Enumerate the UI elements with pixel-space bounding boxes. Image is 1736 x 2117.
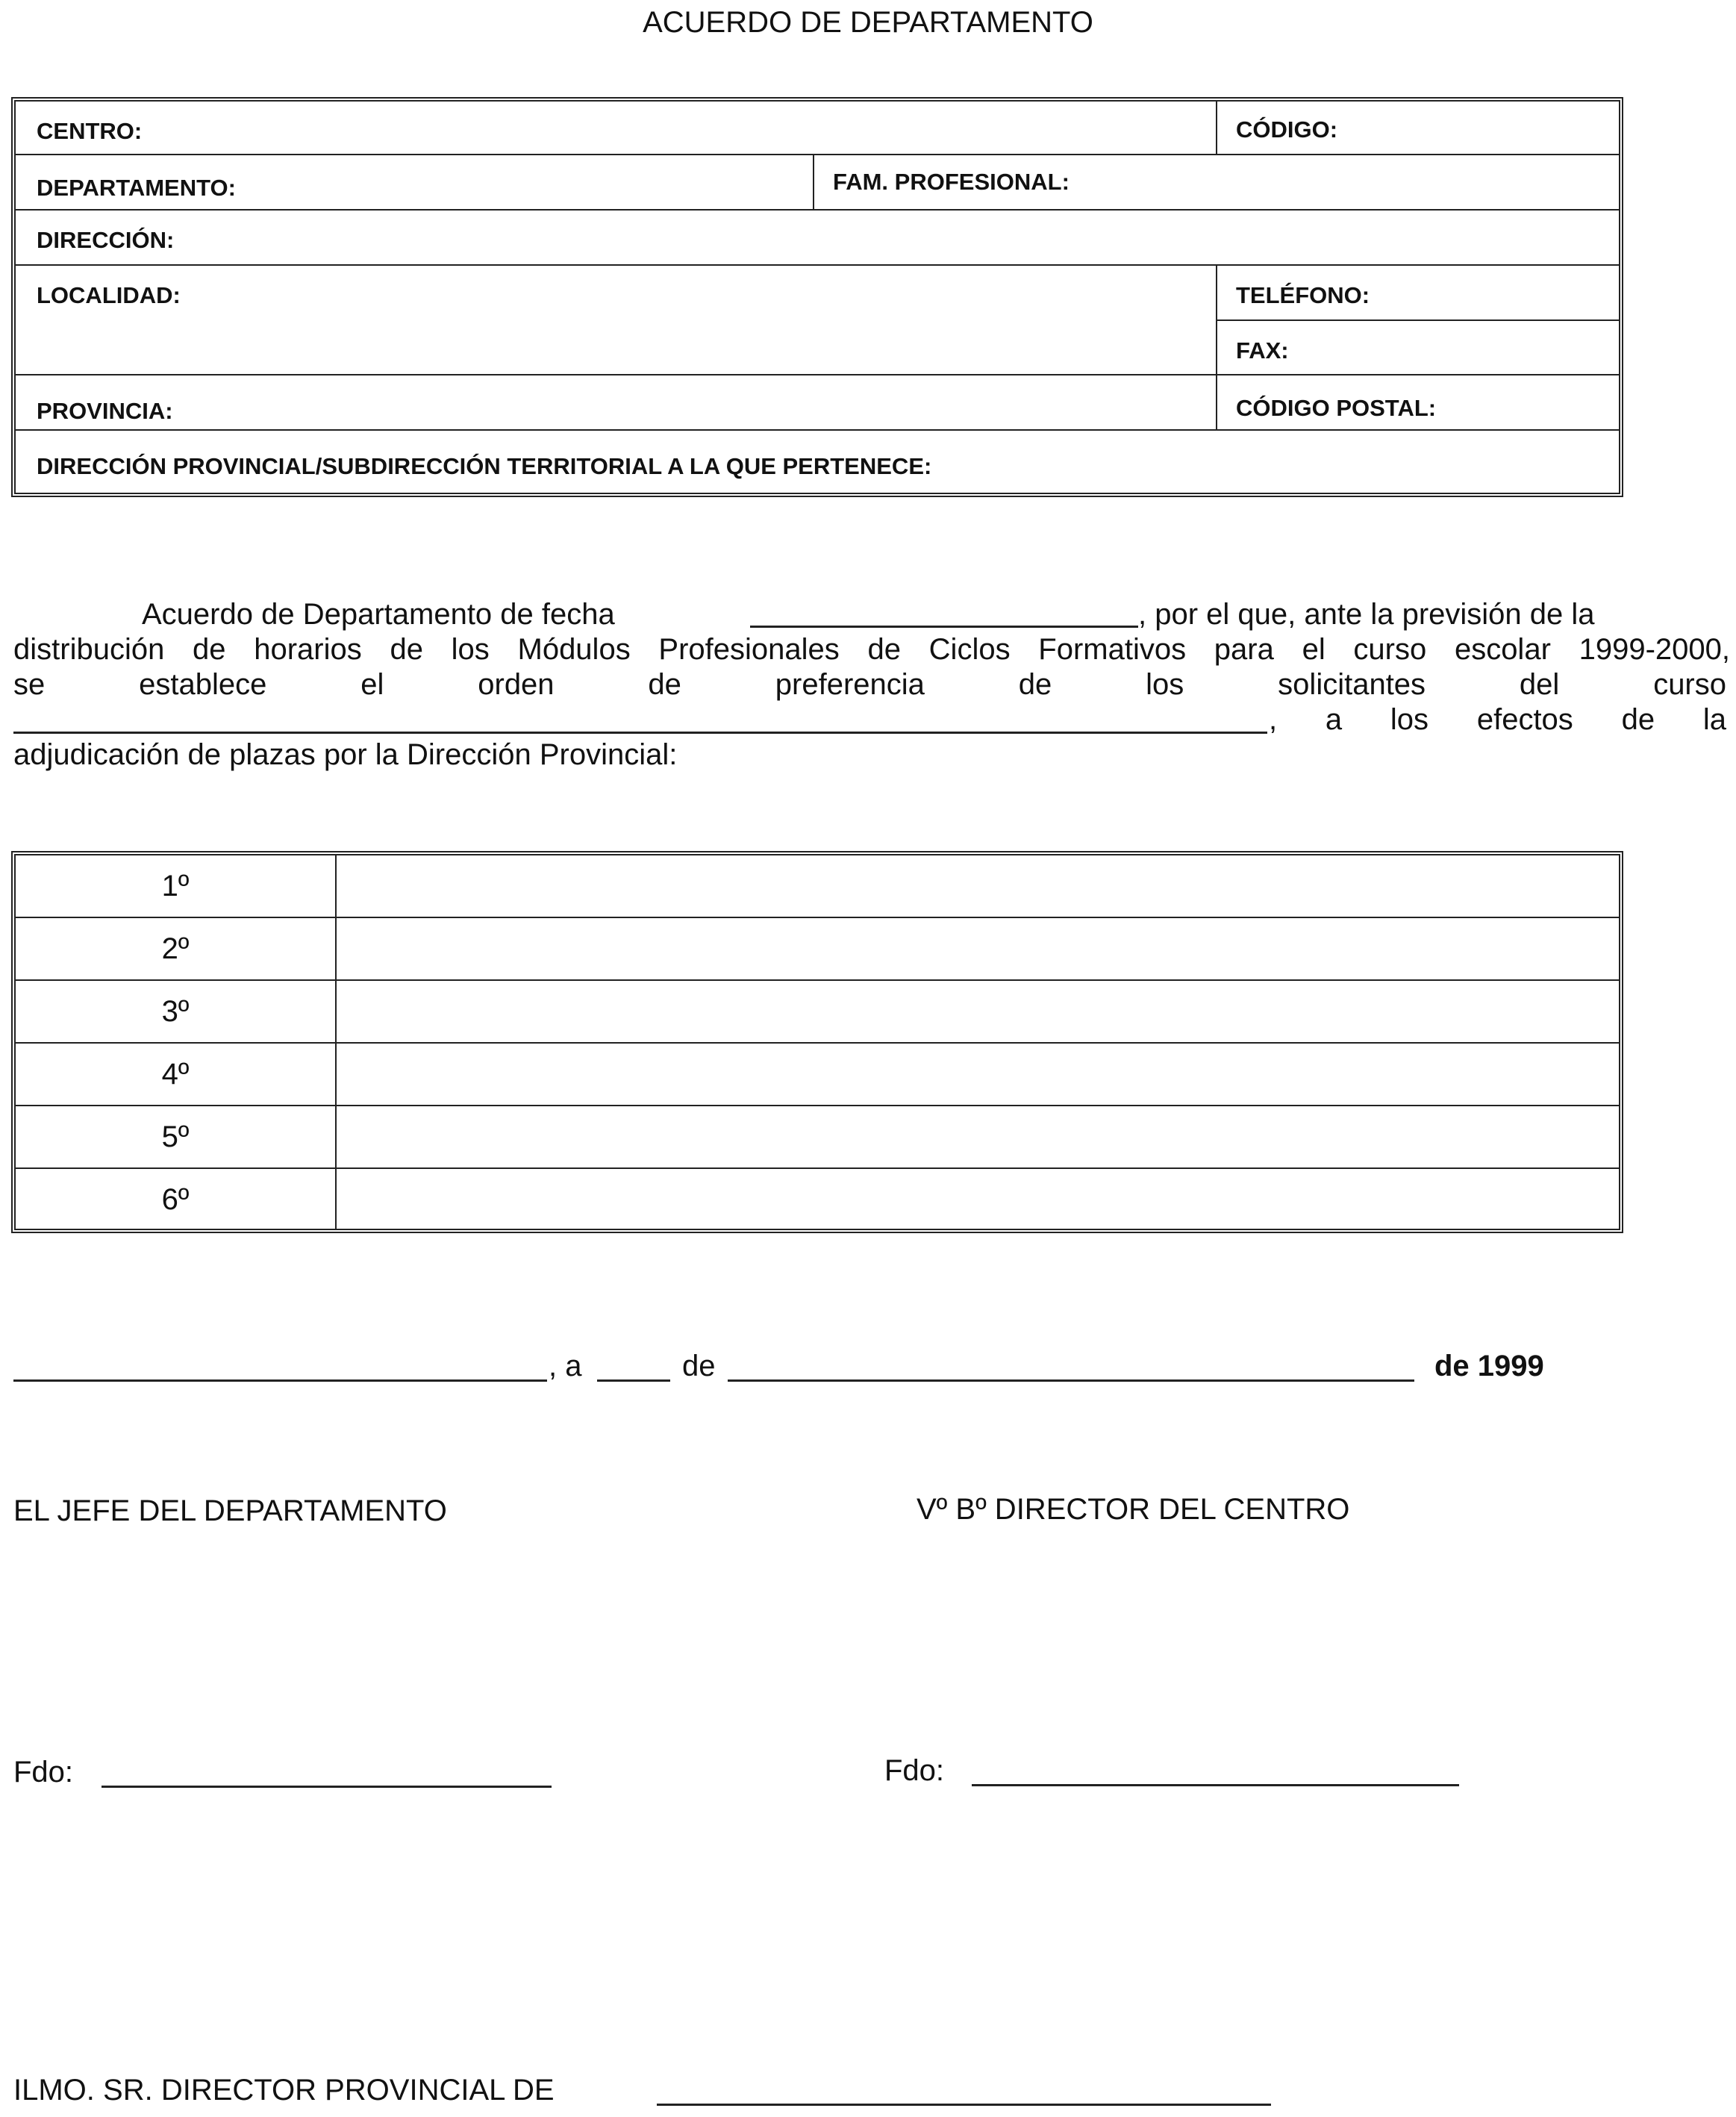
paragraph-line-1b: , por el que, ante la previsión de la [1138, 598, 1595, 631]
month-blank [728, 1379, 1414, 1382]
page-title: ACUERDO DE DEPARTAMENTO [643, 6, 1093, 39]
curso-blank [13, 732, 1267, 734]
row-centro [16, 102, 1619, 155]
paragraph-line-4: , a los efectos de la [1269, 703, 1726, 736]
order-number: 1º [16, 855, 337, 917]
direccion-provincial-label: DIRECCIÓN PROVINCIAL/SUBDIRECCIÓN TERRITORIAL A LA QUE PERTENECE: [37, 453, 932, 479]
table-row [16, 918, 1619, 981]
table-row [16, 1106, 1619, 1169]
date-a-label: , a [549, 1350, 582, 1382]
fam-profesional-label: FAM. PROFESIONAL: [833, 169, 1070, 195]
row-direccion [16, 211, 1619, 266]
row-direccion-provincial [16, 431, 1619, 490]
order-number: 4º [16, 1044, 337, 1105]
direccion-label: DIRECCIÓN: [37, 227, 175, 253]
row-provincia [16, 375, 1619, 431]
day-blank [597, 1379, 670, 1382]
date-de-label: de [682, 1350, 716, 1382]
table-row [16, 981, 1619, 1044]
footer-province-blank [657, 2104, 1271, 2106]
order-number: 3º [16, 981, 337, 1042]
fax-label: FAX: [1236, 337, 1289, 364]
provincia-label: PROVINCIA: [37, 398, 173, 424]
order-number: 6º [16, 1169, 337, 1230]
right-fdo-label: Fdo: [884, 1754, 945, 1787]
codigo-postal-label: CÓDIGO POSTAL: [1236, 395, 1437, 421]
table-row [16, 1044, 1619, 1106]
date-year: de 1999 [1434, 1350, 1544, 1382]
centro-label: CENTRO: [37, 118, 143, 144]
director-centro-title: Vº Bº DIRECTOR DEL CENTRO [917, 1493, 1350, 1526]
departamento-label: DEPARTAMENTO: [37, 175, 236, 201]
paragraph-line-1a: Acuerdo de Departamento de fecha [142, 598, 615, 631]
row-departamento [16, 155, 1619, 211]
paragraph-line-5: adjudicación de plazas por la Dirección Provincial: [13, 738, 678, 771]
table-row [16, 855, 1619, 918]
codigo-label: CÓDIGO: [1236, 116, 1338, 143]
paragraph-line-3: se establece el orden de preferencia de los solicitantes del curso [13, 668, 1726, 701]
left-signature-blank [102, 1786, 552, 1788]
preference-order-table [11, 851, 1623, 1233]
place-blank [13, 1379, 547, 1382]
row-localidad [16, 266, 1619, 375]
footer-addressee: ILMO. SR. DIRECTOR PROVINCIAL DE [13, 2074, 555, 2107]
localidad-label: LOCALIDAD: [37, 282, 181, 308]
paragraph-line-2: distribución de horarios de los Módulos Profesionales de Ciclos Formativos para el curso escolar 1999-2000, [13, 633, 1730, 666]
center-info-table [11, 97, 1623, 497]
telefono-label: TELÉFONO: [1236, 282, 1370, 308]
table-row [16, 1169, 1619, 1230]
right-signature-blank [972, 1784, 1459, 1786]
fecha-blank [750, 626, 1138, 628]
order-number: 5º [16, 1106, 337, 1167]
jefe-departamento-title: EL JEFE DEL DEPARTAMENTO [13, 1494, 447, 1527]
left-fdo-label: Fdo: [13, 1756, 74, 1789]
order-number: 2º [16, 918, 337, 979]
